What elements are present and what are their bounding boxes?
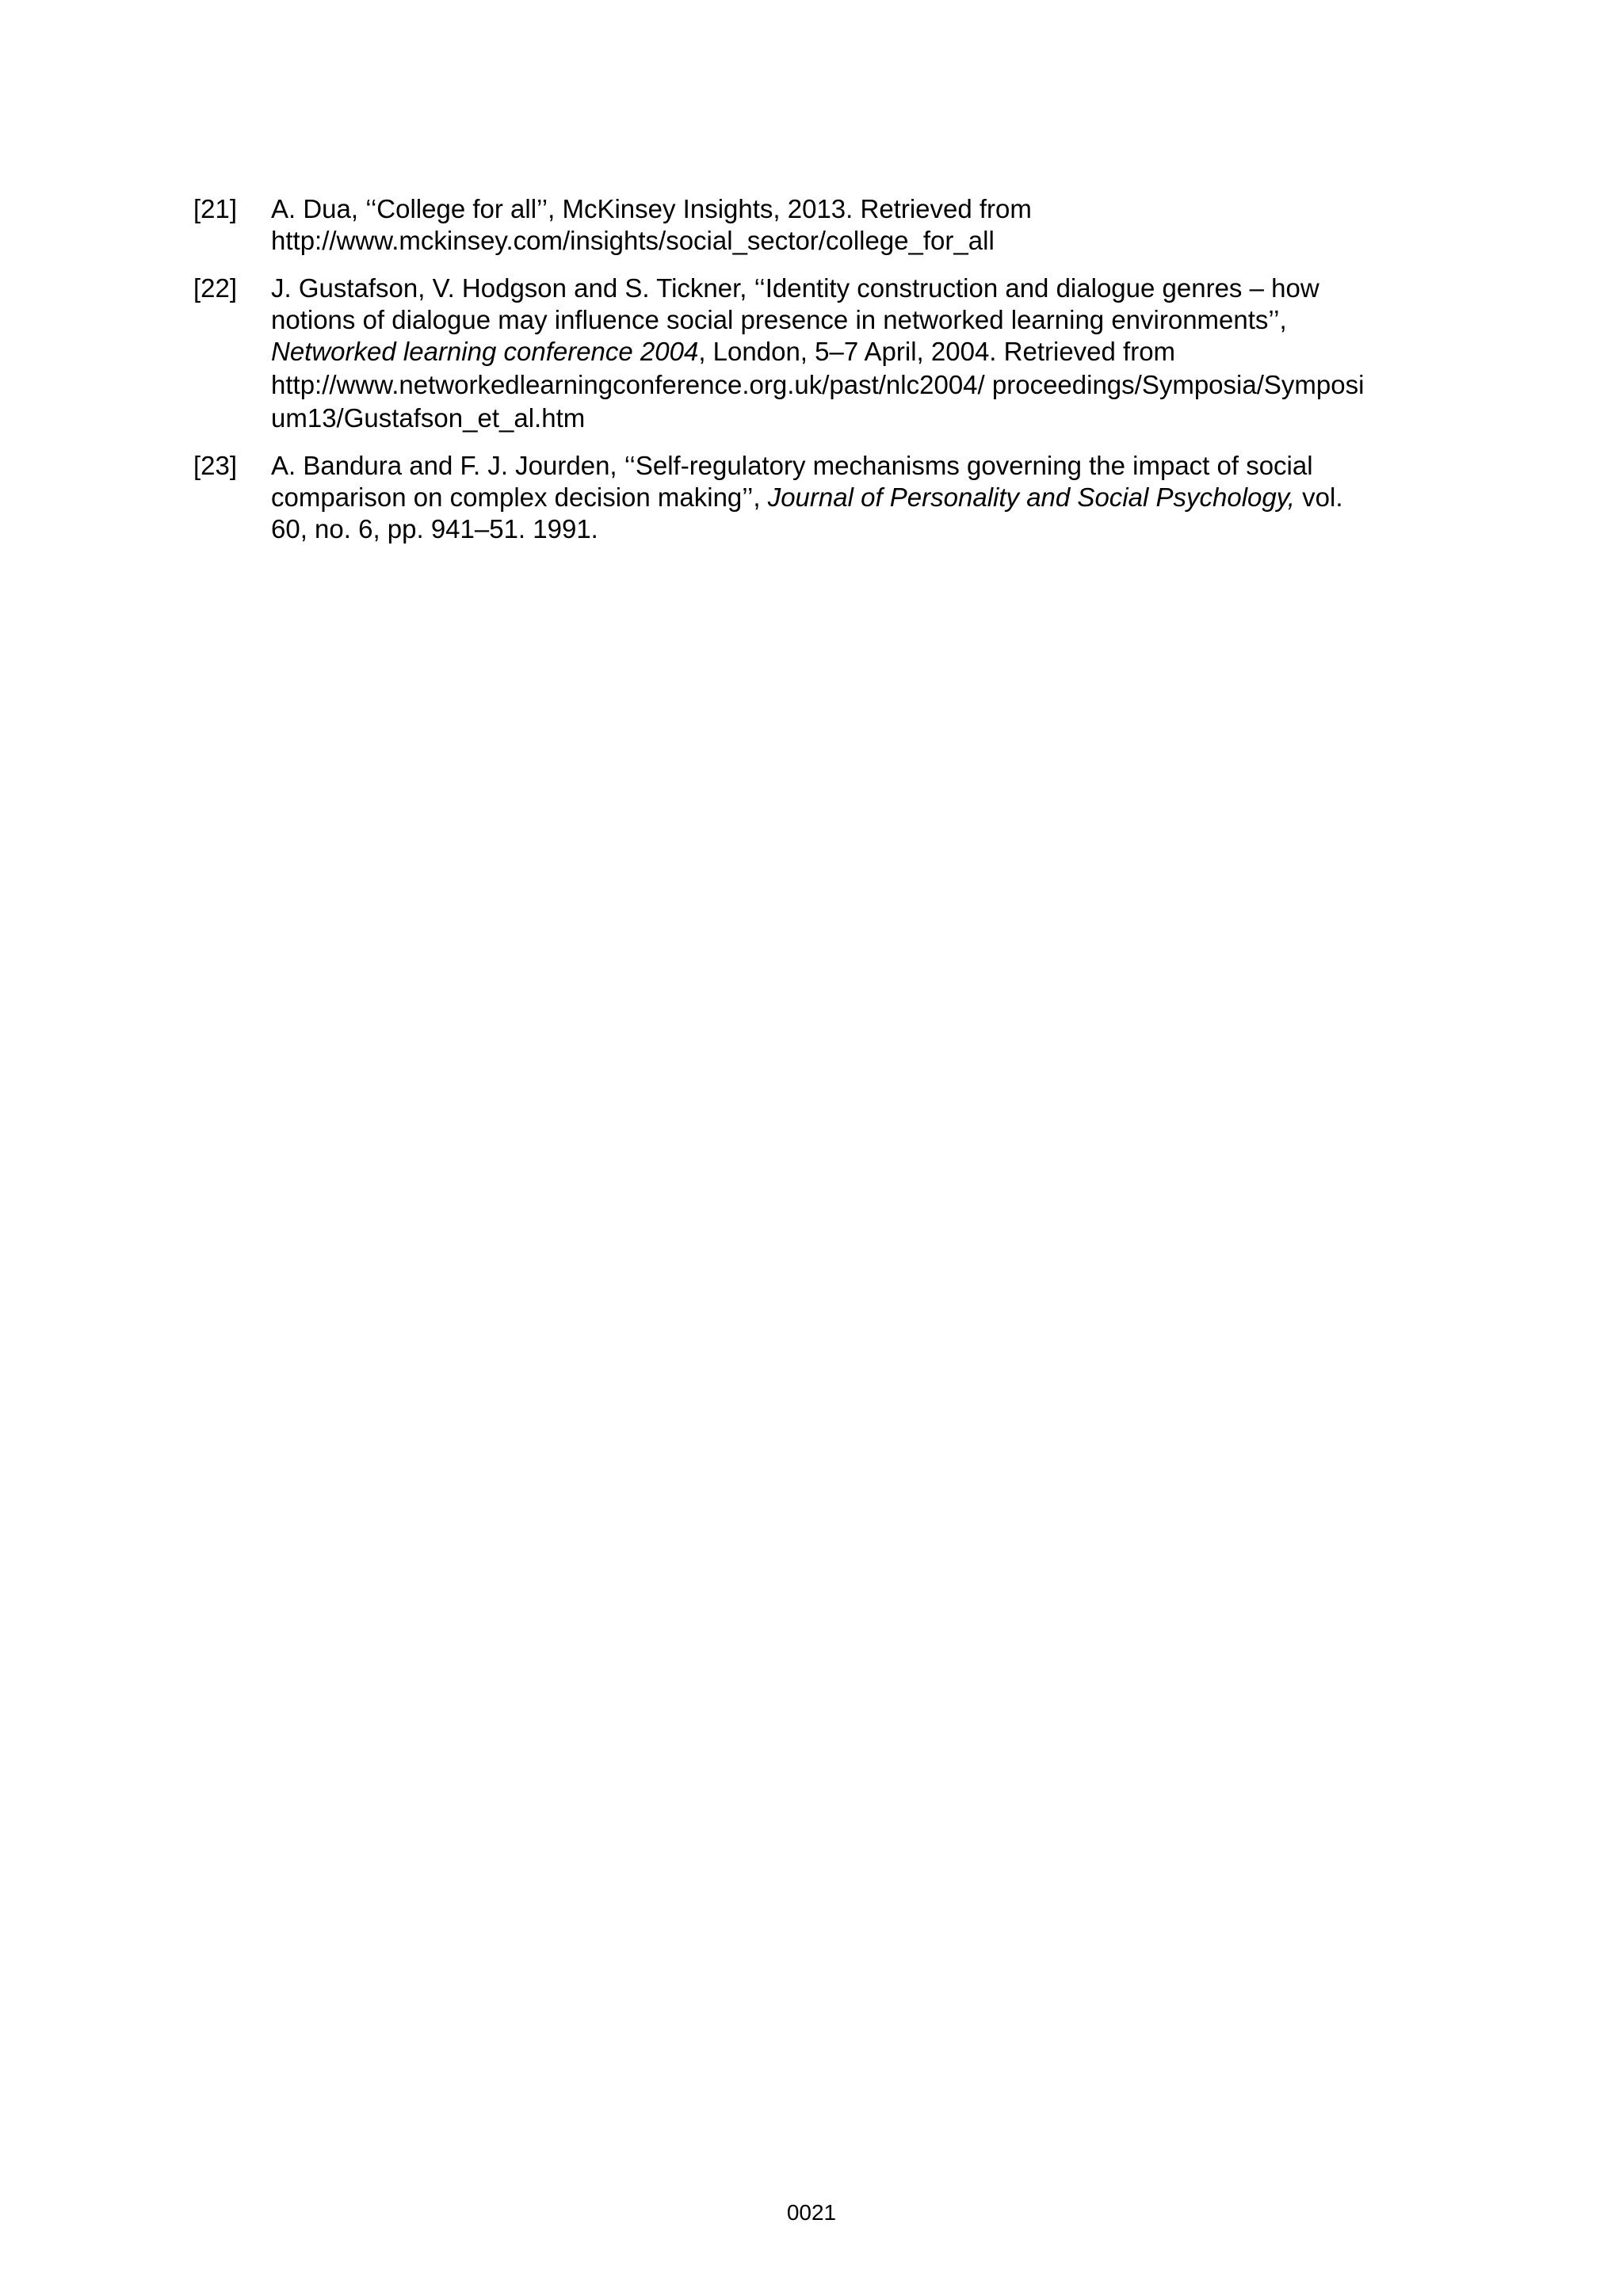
reference-text [271, 273, 1445, 434]
reference-item-21 [193, 193, 1445, 257]
reference-url: http://www.mckinsey.com/insights/social_sector/college_for_all [271, 226, 995, 255]
reference-number: [21] [193, 194, 238, 223]
reference-item-22 [193, 273, 1445, 434]
reference-line [271, 336, 1445, 368]
reference-line [271, 482, 1445, 513]
page-number: 0021 [786, 2200, 837, 2225]
reference-line: 60, no. 6, pp. 941–51. 1991. [271, 514, 598, 543]
reference-item-23 [193, 450, 1445, 545]
reference-number: [23] [193, 451, 238, 480]
reference-line-rest: , London, 5–7 April, 2004. Retrieved from [698, 337, 1176, 366]
reference-url: http://www.networkedlearningconference.org.uk/past/nlc2004/ proceedings/Symposia/Symposi [271, 370, 1365, 399]
reference-text [271, 193, 1445, 257]
reference-line: A. Bandura and F. J. Jourden, ‘‘Self-regulatory mechanisms governing the impact of social [271, 451, 1313, 480]
journal-title: Journal of Personality and Social Psychology, [767, 482, 1295, 512]
reference-line: A. Dua, ‘‘College for all’’, McKinsey Insights, 2013. Retrieved from [271, 194, 1032, 223]
reference-url-continued: um13/Gustafson_et_al.htm [271, 403, 586, 433]
reference-line: notions of dialogue may influence social presence in networked learning environments’’, [271, 305, 1287, 334]
reference-number: [22] [193, 273, 238, 303]
reference-line-start: comparison on complex decision making’’, [271, 482, 768, 512]
conference-title: Networked learning conference 2004 [271, 337, 699, 366]
reference-line: J. Gustafson, V. Hodgson and S. Tickner, ‘‘Identity construction and dialogue genres – how [271, 273, 1319, 303]
reference-line-rest: vol. [1294, 482, 1343, 512]
reference-text [271, 450, 1445, 545]
reference-list [193, 193, 1445, 561]
